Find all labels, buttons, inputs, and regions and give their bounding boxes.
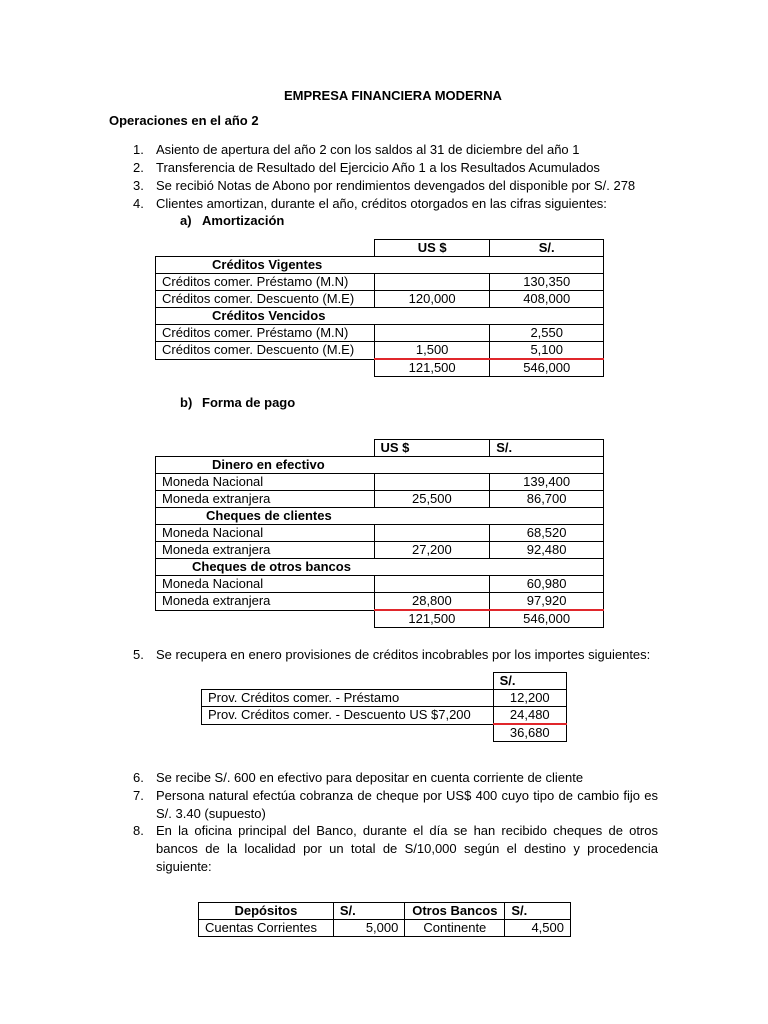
total-usd: 121,500 <box>374 359 490 377</box>
cell-sol: 60,980 <box>490 576 604 593</box>
table-cell <box>156 440 375 457</box>
table-row <box>202 690 567 707</box>
row-label: Moneda extranjera <box>156 593 375 611</box>
table-section-row <box>156 257 604 274</box>
table-total-row <box>156 610 604 628</box>
list-item <box>133 195 144 212</box>
cell-usd <box>374 474 490 491</box>
cell-sol: 24,480 <box>493 707 566 725</box>
table-cell <box>202 724 494 742</box>
column-header-sol: S/. <box>490 440 604 457</box>
cell-sol: 92,480 <box>490 542 604 559</box>
cell-banco: Continente <box>405 920 505 937</box>
row-label: Moneda extranjera <box>156 491 375 508</box>
provisions-table <box>201 672 567 742</box>
row-label: Moneda Nacional <box>156 576 375 593</box>
section-label: Cheques de clientes <box>156 508 604 525</box>
list-number: 8. <box>133 823 144 838</box>
table-total-row <box>202 724 567 742</box>
list-number: 1. <box>133 142 144 157</box>
cell-sol: 408,000 <box>490 291 604 308</box>
section-label: Créditos Vencidos <box>156 308 604 325</box>
cell-sol: 130,350 <box>490 274 604 291</box>
table-row <box>156 525 604 542</box>
table-cell <box>156 359 375 377</box>
row-label: Moneda Nacional <box>156 525 375 542</box>
table-row <box>202 707 567 725</box>
cell-usd: 120,000 <box>374 291 490 308</box>
cell-usd <box>374 274 490 291</box>
section-a-label: Amortización <box>202 213 285 228</box>
cell-usd: 27,200 <box>374 542 490 559</box>
list-item-text: Clientes amortizan, durante el año, créditos otorgados en las cifras siguientes: <box>156 196 607 211</box>
section-a-letter: a) <box>180 213 192 228</box>
table-row <box>156 474 604 491</box>
list-item-text: Transferencia de Resultado del Ejercicio Año 1 a los Resultados Acumulados <box>156 160 600 175</box>
table-row <box>156 491 604 508</box>
cell-sol: 5,100 <box>490 342 604 360</box>
cell-sol: 2,550 <box>490 325 604 342</box>
cell-sol: 12,200 <box>493 690 566 707</box>
column-header-sol: S/. <box>333 903 405 920</box>
table-section-row <box>156 559 604 576</box>
cell-usd: 1,500 <box>374 342 490 360</box>
deposits-table <box>198 902 571 937</box>
column-header-sol: S/. <box>490 240 604 257</box>
list-item <box>133 159 144 176</box>
table-cell <box>156 610 375 628</box>
table-header-row <box>199 903 571 920</box>
list-number: 3. <box>133 178 144 193</box>
row-label: Moneda Nacional <box>156 474 375 491</box>
cell-sol: 68,520 <box>490 525 604 542</box>
list-item-text: Asiento de apertura del año 2 con los saldos al 31 de diciembre del año 1 <box>156 142 580 157</box>
total-sol: 36,680 <box>493 724 566 742</box>
table-row <box>156 593 604 611</box>
section-label: Créditos Vigentes <box>156 257 604 274</box>
list-item <box>133 141 144 158</box>
table-row <box>156 542 604 559</box>
list-number: 2. <box>133 160 144 175</box>
list-number: 6. <box>133 770 144 785</box>
table-row <box>156 325 604 342</box>
cell-usd <box>374 576 490 593</box>
cell-deposito: Cuentas Corrientes <box>199 920 334 937</box>
list-item <box>133 177 144 194</box>
list-number: 5. <box>133 647 144 662</box>
table-section-row <box>156 308 604 325</box>
table-row <box>156 576 604 593</box>
total-usd: 121,500 <box>374 610 490 628</box>
table-section-row <box>156 508 604 525</box>
column-header-usd: US $ <box>374 440 490 457</box>
row-label: Créditos comer. Préstamo (M.N) <box>156 274 375 291</box>
table-row <box>156 274 604 291</box>
section-b-label: Forma de pago <box>202 395 296 410</box>
table-header-row <box>156 440 604 457</box>
cell-sol: 86,700 <box>490 491 604 508</box>
section-label: Cheques de otros bancos <box>156 559 604 576</box>
cell-sol: 139,400 <box>490 474 604 491</box>
list-number: 4. <box>133 196 144 211</box>
column-header-sol: S/. <box>505 903 571 920</box>
table-row <box>199 920 571 937</box>
column-header-sol: S/. <box>493 673 566 690</box>
section-label: Dinero en efectivo <box>156 457 604 474</box>
table-cell <box>156 240 375 257</box>
total-sol: 546,000 <box>490 610 604 628</box>
list-item-text: Se recibió Notas de Abono por rendimientos devengados del disponible por S/. 278 <box>156 178 636 193</box>
column-header-otros-bancos: Otros Bancos <box>405 903 505 920</box>
amortization-table <box>155 239 604 377</box>
row-label: Créditos comer. Descuento (M.E) <box>156 342 375 360</box>
list-number: 7. <box>133 788 144 803</box>
row-label: Prov. Créditos comer. - Préstamo <box>202 690 494 707</box>
cell-usd: 25,500 <box>374 491 490 508</box>
section-b-letter: b) <box>180 395 193 410</box>
table-header-row <box>202 673 567 690</box>
table-row <box>156 342 604 360</box>
cell-sol: 4,500 <box>505 920 571 937</box>
cell-sol: 97,920 <box>490 593 604 611</box>
list-item-text: Se recupera en enero provisiones de créditos incobrables por los importes siguientes: <box>156 647 651 662</box>
row-label: Créditos comer. Préstamo (M.N) <box>156 325 375 342</box>
cell-usd: 28,800 <box>374 593 490 611</box>
row-label: Prov. Créditos comer. - Descuento US $7,200 <box>202 707 494 725</box>
cell-usd <box>374 325 490 342</box>
row-label: Créditos comer. Descuento (M.E) <box>156 291 375 308</box>
document-title: EMPRESA FINANCIERA MODERNA <box>284 88 502 103</box>
document-subtitle: Operaciones en el año 2 <box>109 113 259 128</box>
table-cell <box>202 673 494 690</box>
row-label: Moneda extranjera <box>156 542 375 559</box>
list-item-text: Se recibe S/. 600 en efectivo para depositar en cuenta corriente de cliente <box>156 770 584 785</box>
column-header-depositos: Depósitos <box>199 903 334 920</box>
cell-sol: 5,000 <box>333 920 405 937</box>
table-section-row <box>156 457 604 474</box>
list-item-text: En la oficina principal del Banco, durante el día se han recibido cheques de otros bancos de la localidad por un total de S/10,000 según el destino y procedencia siguiente: <box>156 823 658 874</box>
column-header-usd: US $ <box>374 240 490 257</box>
table-total-row <box>156 359 604 377</box>
cell-usd <box>374 525 490 542</box>
payment-form-table <box>155 439 604 628</box>
table-header-row <box>156 240 604 257</box>
total-sol: 546,000 <box>490 359 604 377</box>
table-row <box>156 291 604 308</box>
list-item-text: Persona natural efectúa cobranza de cheque por US$ 400 cuyo tipo de cambio fijo es S/. 3.40 (supuesto) <box>156 788 658 821</box>
